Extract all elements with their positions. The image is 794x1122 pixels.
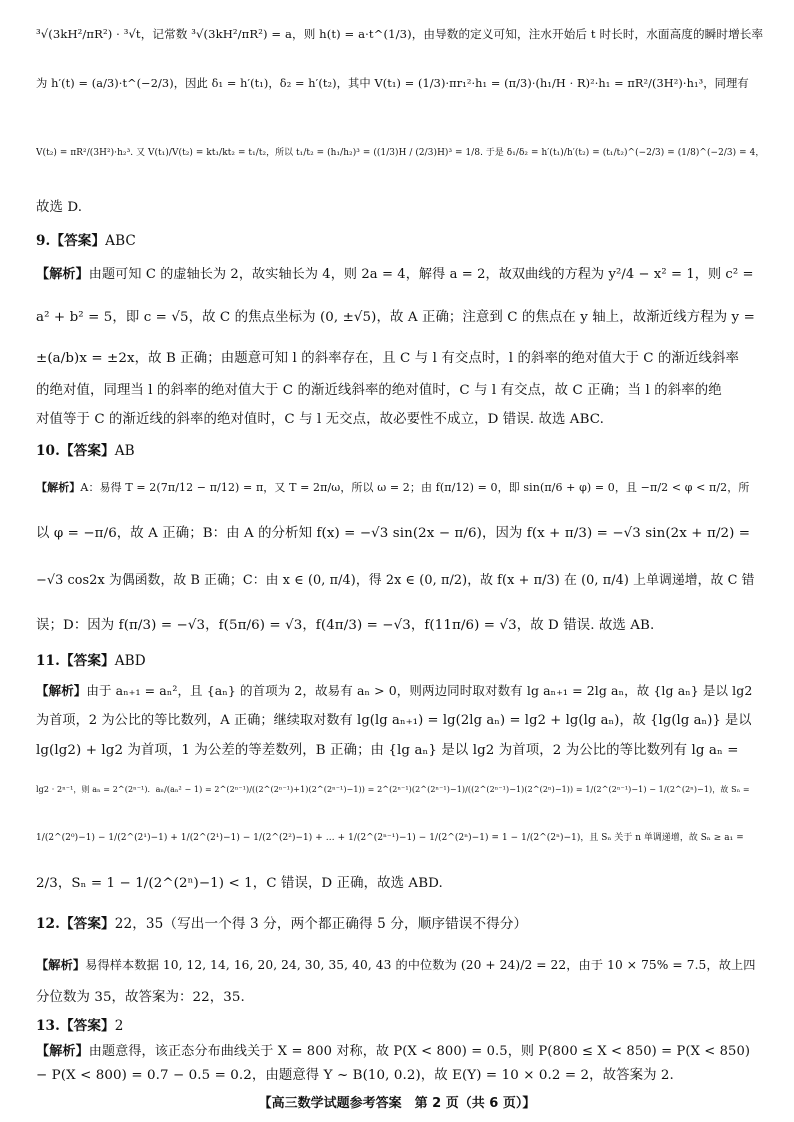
solution-line: lg2 · 2ⁿ⁻¹，则 aₙ = 2^(2ⁿ⁻¹)．aₙ/(aₙ² − 1) = 2^(2ⁿ⁻¹)/((2^(2ⁿ⁻¹)+1)(2^(2ⁿ⁻¹)−1)) = 2^(2ⁿ⁻¹)(2^(2ⁿ⁻¹)−1)/((2^(2ⁿ⁻¹)−1)(2^(2ⁿ)−1)) = 1/(2^(2ⁿ⁻¹)−1) − 1/(2^(2ⁿ)−1)，故 Sₙ = <box>36 785 750 794</box>
answer-label: 10.【答案】 <box>36 443 115 459</box>
solution-line: 1/(2^(2⁰)−1) − 1/(2^(2¹)−1) + 1/(2^(2¹)−1) − 1/(2^(2²)−1) + … + 1/(2^(2ⁿ⁻¹)−1) − 1/(2^(2ⁿ)−1) = 1 − 1/(2^(2ⁿ)−1)，且 Sₙ 关于 n 单调递增，故 Sₙ ≥ a₁ = <box>36 833 744 843</box>
solution-line: lg(lg2) + lg2 为首项，1 为公差的等差数列，B 正确；由 {lg aₙ} 是以 lg2 为首项，2 为公比的等比数列有 lg aₙ = <box>36 743 739 758</box>
analysis-label: 【解析】 <box>36 481 81 494</box>
solution-line: −√3 cos2x 为偶函数，故 B 正确；C：由 x ∈ (0, π/4)，得 2x ∈ (0, π/2)，故 f(x + π/3) 在 (0, π/4) 上单调递增，故 C 错 <box>36 573 755 588</box>
solution-line: V(t₂) = πR²/(3H²)·h₂³. 又 V(t₁)/V(t₂) = kt₁/kt₂ = t₁/t₂，所以 t₁/t₂ = (h₁/h₂)³ = ((1/3)H / (2/3)H)³ = 1/8. 于是 δ₁/δ₂ = h′(t₁)/h′(t₂) = (t₁/t₂)^(−2/3) = (1/8)^(−2/3) = 4， <box>36 148 764 158</box>
solution-line: 的绝对值，同理当 l 的斜率的绝对值大于 C 的渐近线斜率的绝对值时，C 与 l 有交点，故 C 正确；当 l 的斜率的绝 <box>36 383 722 398</box>
answer-label: 9.【答案】 <box>36 233 106 249</box>
solution-line <box>36 681 764 701</box>
solution-line: 故选 D. <box>36 200 83 215</box>
solution-line <box>36 265 764 285</box>
solution-line <box>36 478 764 498</box>
solution-line: 为首项，2 为公比的等比数列，A 正确；继续取对数有 lg(lg aₙ₊₁) = lg(2lg aₙ) = lg2 + lg(lg aₙ)，故 {lg(lg aₙ)} 是以 <box>36 713 752 728</box>
solution-line: − P(X < 800) = 0.7 − 0.5 = 0.2，由题意得 Y ~ B(10, 0.2)，故 E(Y) = 10 × 0.2 = 2，故答案为 2. <box>36 1068 674 1083</box>
analysis-label: 【解析】 <box>36 267 89 282</box>
solution-line <box>36 955 764 975</box>
analysis-label: 【解析】 <box>36 1044 89 1059</box>
answer-value: 2 <box>114 1018 124 1034</box>
analysis-text: 易得样本数据 10, 12, 14, 16, 20, 24, 30, 35, 40, 43 的中位数为 (20 + 24)/2 = 22，由于 10 × 75% = 7.5，故上四 <box>85 958 756 972</box>
analysis-text: 由题可知 C 的虚轴长为 2，故实轴长为 4，则 2a = 4，解得 a = 2，故双曲线的方程为 y²/4 − x² = 1，则 c² = <box>88 267 754 282</box>
analysis-text: 由题意得，该正态分布曲线关于 X = 800 对称，故 P(X < 800) = 0.5，则 P(800 ≤ X < 850) = P(X < 850) <box>88 1044 751 1059</box>
answer-value: ABD <box>114 653 146 669</box>
solution-line: ±(a/b)x = ±2x，故 B 正确；由题意可知 l 的斜率存在，且 C 与 l 有交点时，l 的斜率的绝对值大于 C 的渐近线斜率 <box>36 351 739 366</box>
analysis-text: 由于 aₙ₊₁ = aₙ²，且 {aₙ} 的首项为 2，故易有 aₙ > 0，则两边同时取对数有 lg aₙ₊₁ = 2lg aₙ，故 {lg aₙ} 是以 lg2 <box>86 683 753 698</box>
answer-12 <box>36 914 764 934</box>
answer-13 <box>36 1016 764 1036</box>
answer-label: 11.【答案】 <box>36 653 115 669</box>
analysis-label: 【解析】 <box>36 683 87 698</box>
answer-10 <box>36 441 764 461</box>
solution-line <box>36 1042 764 1062</box>
solution-line: 分位数为 35，故答案为：22，35. <box>36 990 245 1005</box>
answer-label: 12.【答案】 <box>36 916 115 932</box>
solution-line: 对值等于 C 的渐近线的斜率的绝对值时，C 与 l 无交点，故必要性不成立，D 错误. 故选 ABC. <box>36 412 604 427</box>
solution-line: ³√(3kH²/πR²) · ³√t，记常数 ³√(3kH²/πR²) = a，则 h(t) = a·t^(1/3)，由导数的定义可知，注水开始后 t 时长时，水面高度的瞬时增长率 <box>36 27 764 41</box>
solution-line: 2/3，Sₙ = 1 − 1/(2^(2ⁿ)−1) < 1，C 错误，D 正确，故选 ABD. <box>36 876 443 891</box>
solution-line: a² + b² = 5，即 c = √5，故 C 的焦点坐标为 (0, ±√5)，故 A 正确；注意到 C 的焦点在 y 轴上，故渐近线方程为 y = <box>36 310 755 325</box>
answer-11 <box>36 651 764 671</box>
analysis-text: A：易得 T = 2(7π/12 − π/12) = π，又 T = 2π/ω，所以 ω = 2；由 f(π/12) = 0，即 sin(π/6 + φ) = 0，且 −π/2 < φ < π/2，所 <box>80 481 750 494</box>
answer-value: AB <box>114 443 135 459</box>
solution-line: 为 h′(t) = (a/3)·t^(−2/3)，因此 δ₁ = h′(t₁)，δ₂ = h′(t₂)，其中 V(t₁) = (1/3)·πr₁²·h₁ = (π/3)·(h₁/H · R)²·h₁ = πR²/(3H²)·h₁³，同理有 <box>36 77 749 90</box>
answer-label: 13.【答案】 <box>36 1018 115 1034</box>
answer-value: ABC <box>105 233 136 249</box>
solution-line: 以 φ = −π/6，故 A 正确；B：由 A 的分析知 f(x) = −√3 sin(2x − π/6)，因为 f(x + π/3) = −√3 sin(2x + π/2) = <box>36 526 751 541</box>
analysis-label: 【解析】 <box>36 958 86 972</box>
answer-value: 22，35（写出一个得 3 分，两个都正确得 5 分，顺序错误不得分） <box>114 916 528 932</box>
page-footer: 【高三数学试题参考答案 第 2 页（共 6 页）】 <box>258 1096 536 1111</box>
solution-line: 误；D：因为 f(π/3) = −√3，f(5π/6) = √3，f(4π/3) = −√3，f(11π/6) = √3，故 D 错误. 故选 AB. <box>36 618 655 633</box>
answer-9 <box>36 231 764 251</box>
